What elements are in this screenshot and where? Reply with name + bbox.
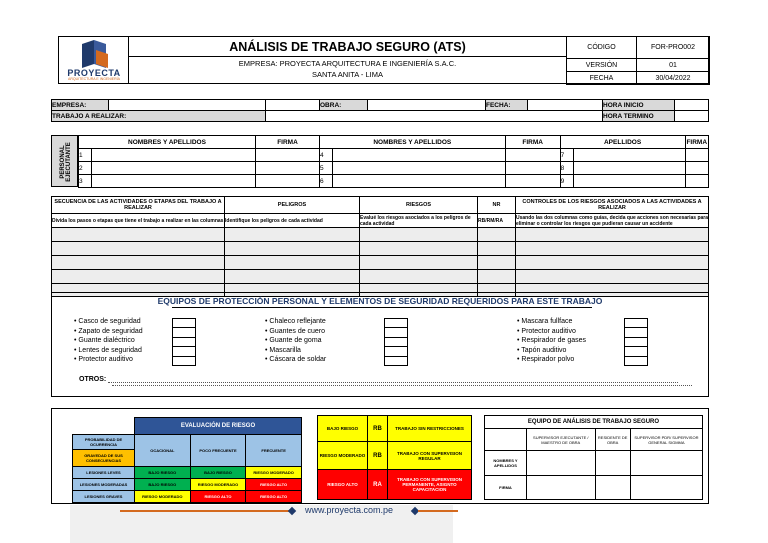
empresa-label: EMPRESA:	[52, 100, 109, 111]
epp-item: • Guantes de cuero	[265, 327, 326, 335]
epp-checkbox[interactable]	[173, 347, 196, 356]
risk-legend	[317, 415, 472, 500]
sign-field[interactable]	[255, 175, 319, 188]
legend-desc: TRABAJO CON SUPERVISION PERMANENTE, ASIGNTO CAPACITACION	[388, 470, 472, 500]
footer-url[interactable]: www.proyecta.com.pe	[305, 505, 394, 515]
trabajo-field[interactable]	[266, 111, 603, 122]
risk-cell: BAJO RIESGO	[135, 466, 191, 478]
controls-desc: Usando las dos columnas como guías, decida que acciones son necesarias para eliminar o controlar los riesgos que pudieran causar un accidente	[516, 214, 709, 227]
epp-checkbox[interactable]	[385, 337, 408, 346]
risk-cell[interactable]	[360, 270, 478, 284]
team-sign-field[interactable]	[630, 476, 702, 500]
otros-field[interactable]	[108, 382, 678, 383]
nr-cell[interactable]	[478, 242, 516, 256]
epp-item: • Zapato de seguridad	[74, 327, 143, 335]
epp-item: • Casco de seguridad	[74, 318, 141, 325]
fecha-label: FECHA:	[486, 100, 528, 111]
epp-item: • Chaleco reflejante	[265, 318, 326, 325]
controls-header: CONTROLES DE LOS RIESGOS ASOCIADOS A LAS ACTIVIDADES A REALIZAR	[516, 197, 709, 214]
epp-item: • Protector auditivo	[74, 356, 133, 364]
activity-cell[interactable]	[52, 228, 225, 242]
epp-item-label: Tapón auditivo	[521, 346, 567, 354]
name-field[interactable]	[92, 149, 256, 162]
risk-cell: RIESGO MODERADO	[135, 490, 191, 502]
epp-checkboxes-3	[624, 318, 648, 366]
team-row-names: NOMBRES Y APELLIDOS	[485, 451, 527, 476]
blank-cell	[485, 429, 527, 451]
sign-field[interactable]	[255, 162, 319, 175]
epp-item-label: Lentes de seguridad	[78, 346, 142, 354]
team-name-field[interactable]	[527, 451, 596, 476]
epp-item: • Lentes de seguridad	[74, 346, 142, 354]
name-field[interactable]	[92, 162, 256, 175]
epp-item: • Respirador de gases	[517, 337, 586, 345]
personal-side-label-box	[51, 135, 78, 187]
hazards-header: PELIGROS	[225, 197, 360, 214]
epp-title-rule	[172, 307, 592, 308]
sign-field[interactable]	[685, 162, 708, 175]
epp-item-label: Respirador de gases	[521, 337, 586, 345]
header-block	[58, 36, 709, 84]
risk-cell[interactable]	[360, 242, 478, 256]
epp-checkbox[interactable]	[625, 337, 648, 346]
row-number: 3	[79, 175, 92, 188]
risk-eval-title: EVALUACIÓN DE RIESGO	[135, 418, 302, 435]
team-table	[484, 415, 703, 500]
nr-cell[interactable]	[478, 270, 516, 284]
code-value: FOR-PRO002	[637, 37, 710, 59]
epp-item-label: Protector auditivo	[521, 327, 576, 335]
col-poco-frecuente: POCO FRECUENTE	[190, 435, 246, 467]
obra-label: OBRA:	[320, 100, 368, 111]
team-title: EQUIPO DE ANÁLISIS DE TRABAJO SEGURO	[485, 416, 703, 429]
date-label: FECHA	[567, 72, 637, 85]
row-number: 9	[560, 175, 573, 188]
prob-label: PROBABILIDAD DE OCURRENCIA	[73, 435, 135, 450]
footer-line-right	[418, 510, 458, 512]
activity-cell[interactable]	[52, 256, 225, 270]
hora-termino-label: HORA TERMINO	[603, 111, 675, 122]
personal-table	[78, 135, 709, 188]
row-label: LESIONES GRAVES	[73, 490, 135, 502]
team-row-sign: FIRMA	[485, 476, 527, 500]
team-sign-field[interactable]	[527, 476, 596, 500]
sign-header-1: FIRMA	[255, 136, 319, 149]
sign-field[interactable]	[685, 175, 708, 188]
row-number: 5	[319, 162, 332, 175]
epp-checkbox[interactable]	[385, 347, 408, 356]
personal-side-label: PERSONAL EJECUTANTE	[60, 142, 72, 182]
legend-code: RB	[368, 442, 388, 470]
epp-item-label: Protector auditivo	[78, 356, 133, 364]
info-table	[51, 99, 709, 122]
version-label: VERSIÓN	[567, 59, 637, 72]
risks-desc: Evalué los riesgos asociados a los peligros de cada actividad	[360, 214, 478, 228]
sign-field[interactable]	[505, 175, 560, 188]
name-field[interactable]	[332, 175, 505, 188]
team-sign-field[interactable]	[595, 476, 630, 500]
epp-checkbox[interactable]	[173, 337, 196, 346]
epp-checkbox[interactable]	[173, 319, 196, 328]
row-number: 7	[560, 149, 573, 162]
team-col: SUPERVISOR EJECUTANTE / MAESTRO DE OBRA	[527, 429, 596, 451]
legend-code: RA	[368, 470, 388, 500]
legend-name: BAJO RIESGO	[318, 416, 368, 442]
sign-header-3: FIRMA	[685, 136, 708, 149]
legend-code: RB	[368, 416, 388, 442]
activity-cell[interactable]	[52, 270, 225, 284]
legend-desc: TRABAJO CON SUPERVISION REGULAR	[388, 442, 472, 470]
trabajo-label: TRABAJO A REALIZAR:	[52, 111, 266, 122]
epp-item-label: Guantes de cuero	[269, 327, 326, 335]
activities-header: SECUENCIA DE LAS ACTIVIDADES O ETAPAS DEL TRABAJO A REALIZAR	[52, 197, 225, 214]
epp-item: • Tapón auditivo	[517, 346, 567, 354]
epp-item: • Mascarilla	[265, 346, 301, 354]
risk-cell: RIESGO MODERADO	[190, 478, 246, 490]
epp-checkbox[interactable]	[173, 356, 196, 365]
name-field[interactable]	[573, 175, 685, 188]
risk-cell: BAJO RIESGO	[190, 466, 246, 478]
epp-item: • Guante dialéctrico	[74, 337, 135, 345]
hazard-cell[interactable]	[225, 270, 360, 284]
epp-checkbox[interactable]	[173, 328, 196, 337]
epp-item-label: Guante de goma	[269, 337, 322, 345]
date-value: 30/04/2022	[637, 72, 710, 85]
logo	[59, 37, 129, 83]
team-col: RESIDENTE DE OBRA	[595, 429, 630, 451]
company-line: EMPRESA: PROYECTA ARQUITECTURA E INGENIERÍA S.A.C.	[238, 59, 457, 68]
epp-checkbox[interactable]	[385, 328, 408, 337]
risk-cell: RIESGO ALTO	[246, 478, 302, 490]
page-title: ANÁLISIS DE TRABAJO SEGURO (ATS)	[129, 37, 566, 57]
team-name-field[interactable]	[630, 451, 702, 476]
name-field[interactable]	[573, 162, 685, 175]
nr-desc: RB/RM/RA	[478, 214, 516, 228]
epp-col-2	[265, 317, 385, 365]
obra-field[interactable]	[368, 100, 486, 111]
location-line: SANTA ANITA - LIMA	[312, 70, 383, 79]
epp-item-label: Mascarilla	[269, 346, 301, 354]
row-number: 6	[319, 175, 332, 188]
control-cell[interactable]	[516, 242, 709, 256]
version-value: 01	[637, 59, 710, 72]
hora-inicio-field[interactable]	[675, 100, 709, 111]
row-number: 2	[79, 162, 92, 175]
risk-cell: BAJO RIESGO	[135, 478, 191, 490]
nr-header: NR	[478, 197, 516, 214]
name-field[interactable]	[332, 149, 505, 162]
logo-subtext: ARQUITECTURA E INGENIERÍA	[68, 77, 120, 81]
name-field[interactable]	[92, 175, 256, 188]
risk-cell: RIESGO ALTO	[190, 490, 246, 502]
epp-item-label: Mascara fullface	[521, 318, 573, 325]
epp-item: • Protector auditivo	[517, 327, 576, 335]
risk-cell: RIESGO MODERADO	[246, 466, 302, 478]
row-label: LESIONES MODERADAS	[73, 478, 135, 490]
name-header-3: APELLIDOS	[560, 136, 685, 149]
epp-col-3	[517, 317, 627, 365]
nr-cell[interactable]	[478, 256, 516, 270]
name-field[interactable]	[573, 149, 685, 162]
epp-item: • Mascara fullface	[517, 318, 573, 325]
name-header-2: NOMBRES Y APELLIDOS	[319, 136, 505, 149]
nr-cell[interactable]	[478, 228, 516, 242]
sign-field[interactable]	[505, 162, 560, 175]
epp-checkbox[interactable]	[625, 356, 648, 365]
blank-cell	[73, 418, 135, 435]
name-field[interactable]	[332, 162, 505, 175]
control-cell[interactable]	[516, 256, 709, 270]
epp-item-label: Chaleco reflejante	[269, 318, 326, 325]
epp-item: • Respirador polvo	[517, 356, 575, 364]
activities-desc: Divida los pasos o etapas que tiene el trabajo a realizar en las columnas	[52, 214, 225, 228]
blank-cell	[266, 100, 320, 111]
control-cell[interactable]	[516, 228, 709, 242]
epp-checkbox[interactable]	[625, 328, 648, 337]
risk-cell: RIESGO ALTO	[246, 490, 302, 502]
hazard-cell[interactable]	[225, 228, 360, 242]
epp-item-label: Guante dialéctrico	[78, 337, 135, 345]
epp-title: EQUIPOS DE PROTECCIÓN PERSONAL Y ELEMENTOS DE SEGURIDAD REQUERIDOS PARA ESTE TRABAJO	[157, 296, 603, 306]
col-ocasional: OCACIONAL	[135, 435, 191, 467]
name-header-1: NOMBRES Y APELLIDOS	[79, 136, 256, 149]
epp-checkbox[interactable]	[625, 347, 648, 356]
code-label: CÓDIGO	[567, 37, 637, 59]
team-col: SUPERVISOR PDR/ SUPERVISOR GENERAL SIGMMA	[630, 429, 702, 451]
hora-termino-field[interactable]	[675, 111, 709, 122]
control-cell[interactable]	[516, 270, 709, 284]
hazard-cell[interactable]	[225, 256, 360, 270]
otros-label: OTROS:	[79, 376, 107, 383]
epp-item-label: Cáscara de soldar	[269, 356, 327, 364]
activity-cell[interactable]	[52, 242, 225, 256]
epp-checkbox[interactable]	[625, 319, 648, 328]
epp-checkbox[interactable]	[385, 319, 408, 328]
epp-item-label: Respirador polvo	[521, 356, 575, 364]
doc-control-table	[566, 36, 710, 85]
row-number: 4	[319, 149, 332, 162]
row-label: LESIONES LEVES	[73, 466, 135, 478]
hazards-desc: Identifique los peligros de cada actividad	[225, 214, 360, 228]
legend-name: RIESGO ALTO	[318, 470, 368, 500]
legend-desc: TRABAJO SIN RESTRICCIONES	[388, 416, 472, 442]
col-frecuente: FRECUENTE	[246, 435, 302, 467]
risk-matrix	[72, 417, 302, 503]
grav-label: GRAVEDAD DE SUS CONSECUENCIAS	[73, 449, 135, 466]
epp-checkbox[interactable]	[385, 356, 408, 365]
epp-item-label: Zapato de seguridad	[78, 327, 143, 335]
team-name-field[interactable]	[595, 451, 630, 476]
fecha-field[interactable]	[528, 100, 603, 111]
epp-checkboxes-2	[384, 318, 408, 366]
logo-text: PROYECTA	[67, 68, 121, 78]
row-number: 1	[79, 149, 92, 162]
sign-field[interactable]	[255, 149, 319, 162]
legend-name: RIESGO MODERADO	[318, 442, 368, 470]
empresa-field[interactable]	[109, 100, 266, 111]
hazard-cell[interactable]	[225, 242, 360, 256]
logo-icon	[74, 40, 114, 68]
hora-inicio-label: HORA INICIO	[603, 100, 675, 111]
sign-field[interactable]	[505, 149, 560, 162]
epp-underline	[112, 385, 692, 386]
sign-header-2: FIRMA	[505, 136, 560, 149]
epp-item-label: Casco de seguridad	[78, 318, 141, 325]
risk-cell[interactable]	[360, 256, 478, 270]
footer-line-left	[120, 510, 290, 512]
risk-cell[interactable]	[360, 228, 478, 242]
row-number: 8	[560, 162, 573, 175]
epp-item: • Cáscara de soldar	[265, 356, 327, 364]
epp-checkboxes-1	[172, 318, 196, 366]
activities-table	[51, 196, 709, 297]
epp-item: • Guante de goma	[265, 337, 322, 345]
risks-header: RIESGOS	[360, 197, 478, 214]
sign-field[interactable]	[685, 149, 708, 162]
